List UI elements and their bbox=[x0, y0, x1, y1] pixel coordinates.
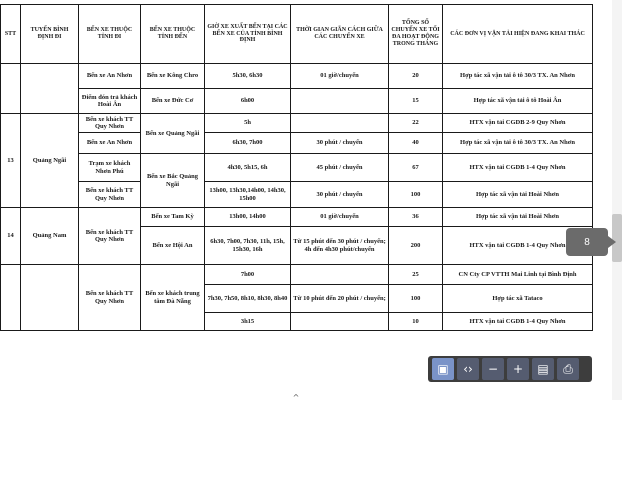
depart-station-cell: Điểm đón trả khách Hoài Ân bbox=[79, 89, 141, 114]
arrive-station-cell: Bến xe Quảng Ngãi bbox=[141, 114, 205, 154]
max-trips-cell: 25 bbox=[389, 265, 443, 285]
depart-station-cell: Bến xe An Nhơn bbox=[79, 64, 141, 89]
table-row bbox=[1, 182, 593, 208]
interval-cell: 30 phút / chuyến bbox=[291, 182, 389, 208]
routes-table bbox=[0, 4, 593, 331]
max-trips-cell: 15 bbox=[389, 89, 443, 114]
save-icon: ▤ bbox=[537, 362, 549, 376]
header-interval: THỜI GIAN GIÃN CÁCH GIỮA CÁC CHUYẾN XE bbox=[291, 5, 389, 64]
route-cell: Quảng Ngãi bbox=[21, 114, 79, 208]
print-button[interactable] bbox=[557, 358, 579, 380]
route-cell bbox=[21, 64, 79, 114]
depart-station-cell: Bến xe khách TT Quy Nhơn bbox=[79, 265, 141, 331]
interval-cell: 01 giờ/chuyến bbox=[291, 64, 389, 89]
arrive-station-cell: Bến xe Hội An bbox=[141, 227, 205, 265]
departure-times-cell: 6h00 bbox=[205, 89, 291, 114]
header-route: TUYẾN BÌNH ĐỊNH ĐI bbox=[21, 5, 79, 64]
operator-cell: HTX vận tải CGDB 1-4 Quy Nhơn bbox=[443, 154, 593, 182]
max-trips-cell: 20 bbox=[389, 64, 443, 89]
header-operators: CÁC ĐƠN VỊ VẬN TẢI HIỆN ĐANG KHAI THÁC bbox=[443, 5, 593, 64]
zoom-out-button[interactable] bbox=[482, 358, 504, 380]
operator-cell: Hợp tác xã vận tải ô tô Hoài Ân bbox=[443, 89, 593, 114]
departure-times-cell: 5h bbox=[205, 114, 291, 133]
max-trips-cell: 40 bbox=[389, 133, 443, 154]
interval-cell bbox=[291, 89, 389, 114]
operator-cell: HTX vận tải CGDB 2-9 Quy Nhơn bbox=[443, 114, 593, 133]
departure-times-cell: 13h00, 14h00 bbox=[205, 208, 291, 227]
table-row bbox=[1, 208, 593, 227]
operator-cell: Hợp tác xã vận tải ô tô 30/3 TX. An Nhơn bbox=[443, 133, 593, 154]
arrive-station-cell: Bến xe Đức Cơ bbox=[141, 89, 205, 114]
table-header-row bbox=[1, 5, 593, 64]
max-trips-cell: 36 bbox=[389, 208, 443, 227]
stt-cell bbox=[1, 64, 21, 114]
operator-cell: Hợp tác xã vận tải Hoài Nhơn bbox=[443, 208, 593, 227]
route-cell bbox=[21, 265, 79, 331]
save-button[interactable] bbox=[532, 358, 554, 380]
arrive-station-cell: Bến xe Kông Chro bbox=[141, 64, 205, 89]
header-arrive-station: BẾN XE THUỘC TỈNH ĐẾN bbox=[141, 5, 205, 64]
operator-cell: Hợp tác xã vận tải Hoài Nhơn bbox=[443, 182, 593, 208]
table-row bbox=[1, 133, 593, 154]
departure-times-cell: 5h30, 6h30 bbox=[205, 64, 291, 89]
fit-width-button[interactable] bbox=[457, 358, 479, 380]
departure-times-cell: 6h30, 7h00 bbox=[205, 133, 291, 154]
depart-station-cell: Trạm xe khách Nhơn Phú bbox=[79, 154, 141, 182]
table-row bbox=[1, 265, 593, 285]
stt-cell bbox=[1, 265, 21, 331]
depart-station-cell: Bến xe khách TT Quy Nhơn bbox=[79, 208, 141, 265]
zoom-out-icon: − bbox=[487, 362, 499, 376]
depart-station-cell: Bến xe An Nhơn bbox=[79, 133, 141, 154]
max-trips-cell: 10 bbox=[389, 313, 443, 331]
arrive-station-cell: Bến xe Bắc Quảng Ngãi bbox=[141, 154, 205, 208]
interval-cell: Từ 10 phút đến 20 phút / chuyến; bbox=[291, 285, 389, 313]
interval-cell: Từ 15 phút đến 30 phút / chuyến; 4h đến 4h30 phút/chuyến bbox=[291, 227, 389, 265]
max-trips-cell: 100 bbox=[389, 182, 443, 208]
departure-times-cell: 7h30, 7h50, 8h10, 8h30, 8h40 bbox=[205, 285, 291, 313]
departure-times-cell: 7h00 bbox=[205, 265, 291, 285]
stt-cell: 14 bbox=[1, 208, 21, 265]
depart-station-cell: Bến xe khách TT Quy Nhơn bbox=[79, 114, 141, 133]
arrive-station-cell: Bến xe Tam Kỳ bbox=[141, 208, 205, 227]
table-row bbox=[1, 64, 593, 89]
zoom-in-icon: + bbox=[512, 362, 524, 376]
max-trips-cell: 22 bbox=[389, 114, 443, 133]
interval-cell bbox=[291, 265, 389, 285]
header-departure-times: GIỜ XE XUẤT BẾN TẠI CÁC BẾN XE CỦA TỈNH BÌNH ĐỊNH bbox=[205, 5, 291, 64]
route-cell: Quảng Nam bbox=[21, 208, 79, 265]
departure-times-cell: 6h30, 7h00, 7h30, 11h, 15h, 15h30, 16h bbox=[205, 227, 291, 265]
table-row bbox=[1, 114, 593, 133]
departure-times-cell: 3h15 bbox=[205, 313, 291, 331]
scroll-caret-icon[interactable]: ^ bbox=[292, 393, 300, 402]
depart-station-cell: Bến xe khách TT Quy Nhơn bbox=[79, 182, 141, 208]
stt-cell: 13 bbox=[1, 114, 21, 208]
table-row bbox=[1, 89, 593, 114]
operator-cell: Hợp tác xã Tataco bbox=[443, 285, 593, 313]
departure-times-cell: 4h30, 5h15, 6h bbox=[205, 154, 291, 182]
operator-cell: HTX vận tải CGDB 1-4 Quy Nhơn bbox=[443, 227, 593, 265]
fit-page-icon: ▣ bbox=[437, 362, 449, 376]
max-trips-cell: 200 bbox=[389, 227, 443, 265]
header-depart-station: BẾN XE THUỘC TỈNH ĐI bbox=[79, 5, 141, 64]
arrive-station-cell: Bến xe khách trung tâm Đà Nẵng bbox=[141, 265, 205, 331]
interval-cell: 45 phút / chuyến bbox=[291, 154, 389, 182]
fit-width-icon: ‹› bbox=[463, 362, 473, 376]
interval-cell bbox=[291, 313, 389, 331]
vertical-scrollbar[interactable] bbox=[612, 0, 622, 400]
header-max-trips: TỔNG SỐ CHUYẾN XE TỐI ĐA HOẠT ĐỘNG TRONG THÁNG bbox=[389, 5, 443, 64]
operator-cell: HTX vận tải CGDB 1-4 Quy Nhơn bbox=[443, 313, 593, 331]
interval-cell bbox=[291, 114, 389, 133]
viewer-toolbar bbox=[428, 356, 592, 382]
fit-page-button[interactable] bbox=[432, 358, 454, 380]
interval-cell: 30 phút / chuyến bbox=[291, 133, 389, 154]
departure-times-cell: 13h00, 13h30,14h00, 14h30, 15h00 bbox=[205, 182, 291, 208]
zoom-in-button[interactable] bbox=[507, 358, 529, 380]
operator-cell: CN Cty CP VTTH Mai Linh tại Bình Định bbox=[443, 265, 593, 285]
table-row bbox=[1, 154, 593, 182]
max-trips-cell: 67 bbox=[389, 154, 443, 182]
max-trips-cell: 100 bbox=[389, 285, 443, 313]
operator-cell: Hợp tác xã vận tải ô tô 30/3 TX. An Nhơn bbox=[443, 64, 593, 89]
header-stt: STT bbox=[1, 5, 21, 64]
print-icon: ⎙ bbox=[563, 362, 573, 376]
page-number-badge: 8 bbox=[566, 228, 608, 256]
interval-cell: 01 giờ/chuyến bbox=[291, 208, 389, 227]
